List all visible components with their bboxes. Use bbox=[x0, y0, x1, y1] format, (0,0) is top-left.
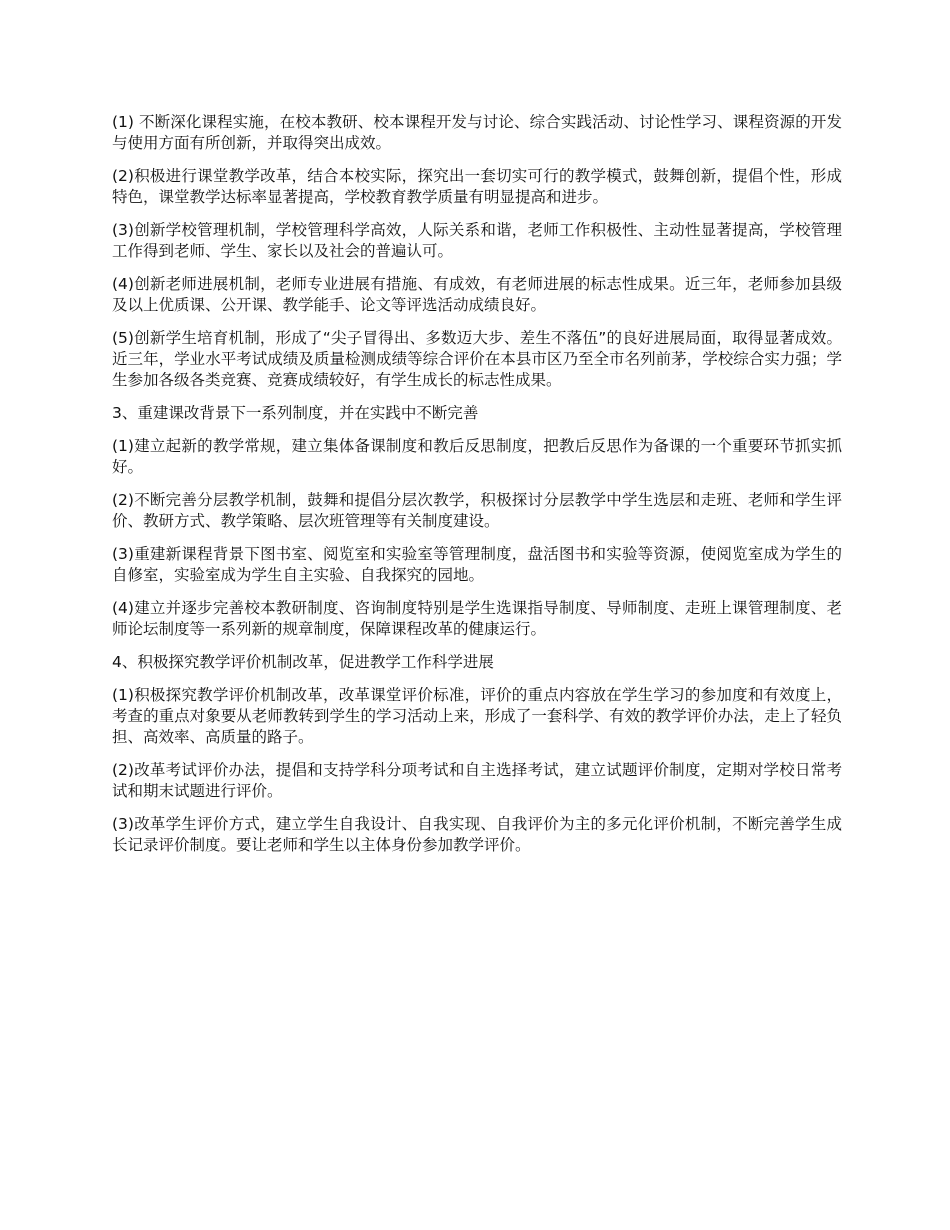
paragraph-item-8: (3)重建新课程背景下图书室、阅览室和实验室等管理制度，盘活图书和实验等资源，使阅览室成为学生的自修室，实验室成为学生自主实验、自我探究的园地。 bbox=[112, 545, 842, 584]
paragraph-item-2: (2)积极进行课堂教学改革，结合本校实际，探究出一套切实可行的教学模式，鼓舞创新，提倡个性，形成特色，课堂教学达标率显著提高，学校教育教学质量有明显提高和进步。 bbox=[112, 167, 842, 206]
paragraph-item-5: (5)创新学生培育机制，形成了“尖子冒得出、多数迈大步、差生不落伍”的良好进展局面，取得显著成效。近三年，学业水平考试成绩及质量检测成绩等综合评价在本县市区乃至全市名列前茅，学校综合实力强；学生参加各级各类竞赛、竞赛成绩较好，有学生成长的标志性成果。 bbox=[112, 329, 842, 389]
paragraph-item-4: (4)创新老师进展机制，老师专业进展有措施、有成效，有老师进展的标志性成果。近三年，老师参加县级及以上优质课、公开课、教学能手、论文等评选活动成绩良好。 bbox=[112, 275, 842, 314]
section-heading-3: 3、重建课改背景下一系列制度，并在实践中不断完善 bbox=[112, 404, 479, 422]
section-heading-4: 4、积极探究教学评价机制改革，促进教学工作科学进展 bbox=[112, 653, 494, 671]
paragraph-item-7: (2)不断完善分层教学机制，鼓舞和提倡分层次教学，积极探讨分层教学中学生选层和走班、老师和学生评价、教研方式、教学策略、层次班管理等有关制度建设。 bbox=[112, 491, 842, 530]
paragraph-item-11: (2)改革考试评价办法，提倡和支持学科分项考试和自主选择考试，建立试题评价制度，定期对学校日常考试和期末试题进行评价。 bbox=[112, 761, 842, 800]
document-body bbox=[112, 112, 842, 868]
paragraph-item-12: (3)改革学生评价方式，建立学生自我设计、自我实现、自我评价为主的多元化评价机制，不断完善学生成长记录评价制度。要让老师和学生以主体身份参加教学评价。 bbox=[112, 815, 842, 854]
paragraph-item-3: (3)创新学校管理机制，学校管理科学高效，人际关系和谐，老师工作积极性、主动性显著提高，学校管理工作得到老师、学生、家长以及社会的普遍认可。 bbox=[112, 221, 842, 260]
paragraph-item-9: (4)建立并逐步完善校本教研制度、咨询制度特别是学生选课指导制度、导师制度、走班上课管理制度、老师论坛制度等一系列新的规章制度，保障课程改革的健康运行。 bbox=[112, 599, 842, 638]
paragraph-item-6: (1)建立起新的教学常规，建立集体备课制度和教后反思制度，把教后反思作为备课的一个重要环节抓实抓好。 bbox=[112, 437, 842, 476]
paragraph-item-10: (1)积极探究教学评价机制改革，改革课堂评价标准，评价的重点内容放在学生学习的参加度和有效度上，考查的重点对象要从老师教转到学生的学习活动上来，形成了一套科学、有效的教学评价办法，走上了轻负担、高效率、高质量的路子。 bbox=[112, 686, 842, 746]
paragraph-item-1: (1) 不断深化课程实施，在校本教研、校本课程开发与讨论、综合实践活动、讨论性学习、课程资源的开发与使用方面有所创新，并取得突出成效。 bbox=[112, 113, 842, 152]
